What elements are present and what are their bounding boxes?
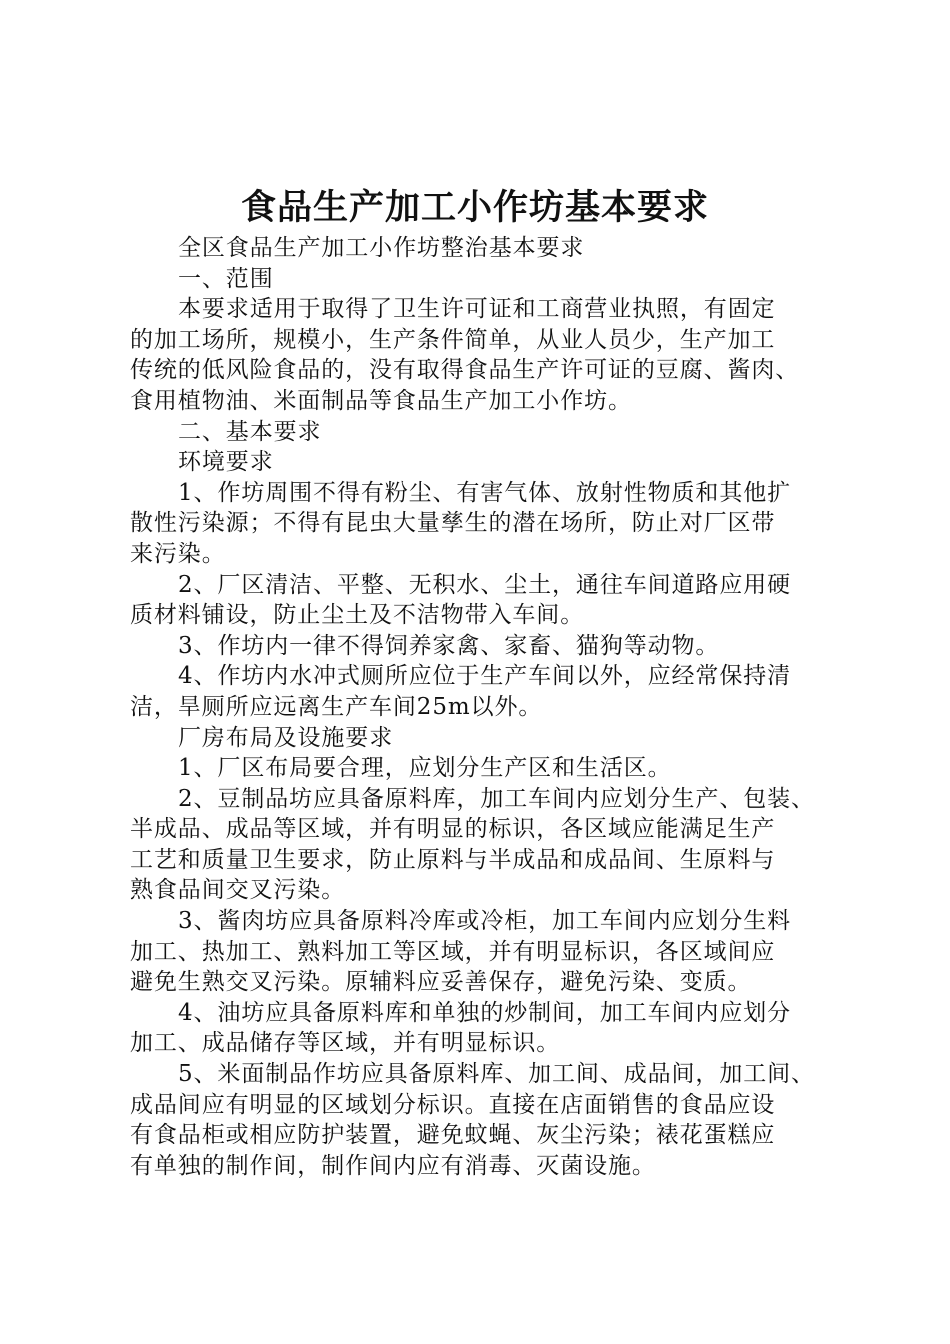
text-line: 的加工场所，规模小，生产条件简单，从业人员少，生产加工	[130, 326, 776, 353]
document-body	[130, 233, 830, 1181]
text-line: 散性污染源；不得有昆虫大量孳生的潜在场所，防止对厂区带	[130, 510, 776, 537]
text-line: 传统的低风险食品的，没有取得食品生产许可证的豆腐、酱肉、	[130, 357, 800, 384]
text-line: 4、油坊应具备原料库和单独的炒制间，加工车间内应划分	[178, 999, 792, 1026]
text-line: 洁，旱厕所应远离生产车间25m以外。	[130, 693, 543, 720]
text-line: 3、酱肉坊应具备原料冷库或冷柜，加工车间内应划分生料	[178, 908, 792, 935]
text-line: 一、范围	[178, 265, 274, 292]
text-line: 质材料铺设，防止尘土及不洁物带入车间。	[130, 602, 585, 629]
text-line: 4、作坊内水冲式厕所应位于生产车间以外，应经常保持清	[178, 663, 792, 690]
text-line: 有食品柜或相应防护装置，避免蚊蝇、灰尘污染；裱花蛋糕应	[130, 1122, 776, 1149]
text-line: 熟食品间交叉污染。	[130, 877, 346, 904]
text-line: 有单独的制作间，制作间内应有消毒、灭菌设施。	[130, 1152, 656, 1179]
text-line: 全区食品生产加工小作坊整治基本要求	[178, 235, 585, 261]
text-line: 避免生熟交叉污染。原辅料应妥善保存，避免污染、变质。	[130, 969, 752, 996]
text-line: 本要求适用于取得了卫生许可证和工商营业执照，有固定	[178, 296, 776, 323]
text-line: 2、厂区清洁、平整、无积水、尘土，通往车间道路应用硬	[178, 571, 792, 598]
document-title: 食品生产加工小作坊基本要求	[240, 187, 709, 228]
text-line: 厂房布局及设施要求	[178, 724, 394, 751]
text-line: 3、作坊内一律不得饲养家禽、家畜、猫狗等动物。	[178, 632, 720, 659]
text-line: 成品间应有明显的区域划分标识。直接在店面销售的食品应设	[130, 1091, 776, 1118]
text-line: 环境要求	[178, 449, 274, 476]
text-line: 加工、成品储存等区域，并有明显标识。	[130, 1030, 561, 1057]
text-line: 二、基本要求	[178, 418, 322, 445]
text-line: 1、厂区布局要合理，应划分生产区和生活区。	[178, 755, 672, 782]
text-line: 加工、热加工、熟料加工等区域，并有明显标识，各区域间应	[130, 938, 776, 965]
text-line: 2、豆制品坊应具备原料库，加工车间内应划分生产、包装、	[178, 785, 815, 812]
text-line: 5、米面制品作坊应具备原料库、加工间、成品间，加工间、	[178, 1061, 815, 1088]
text-line: 来污染。	[130, 540, 226, 567]
text-line: 工艺和质量卫生要求，防止原料与半成品和成品间、生原料与	[130, 846, 776, 873]
text-line: 半成品、成品等区域，并有明显的标识，各区域应能满足生产	[130, 816, 776, 843]
text-line: 食用植物油、米面制品等食品生产加工小作坊。	[130, 387, 632, 414]
text-line: 1、作坊周围不得有粉尘、有害气体、放射性物质和其他扩	[178, 479, 792, 506]
